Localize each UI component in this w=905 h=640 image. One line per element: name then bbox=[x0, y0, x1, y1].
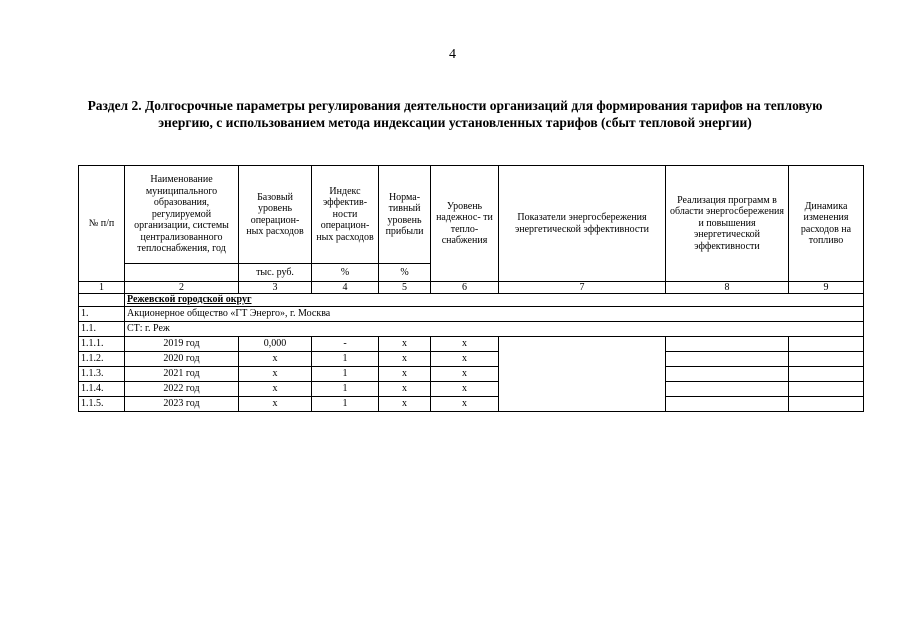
tariff-parameters-table bbox=[78, 165, 864, 412]
col-number: 2 bbox=[125, 282, 239, 294]
row-year: 2022 год bbox=[125, 382, 239, 397]
col-number: 8 bbox=[666, 282, 789, 294]
row-year: 2021 год bbox=[125, 367, 239, 382]
row-index: 1 bbox=[312, 367, 379, 382]
org-row bbox=[79, 307, 864, 322]
row-base: 0,000 bbox=[239, 337, 312, 352]
col-number: 9 bbox=[789, 282, 864, 294]
org-name: Акционерное общество «ГТ Энерго», г. Москва bbox=[125, 307, 864, 322]
col-number: 1 bbox=[79, 282, 125, 294]
programs-cell bbox=[666, 397, 789, 412]
col-number: 7 bbox=[499, 282, 666, 294]
header-programs: Реализация программ в области энергосбережения и повышения энергетической эффективности bbox=[666, 166, 789, 282]
table-row bbox=[79, 352, 864, 367]
row-profit: x bbox=[379, 367, 431, 382]
row-year: 2019 год bbox=[125, 337, 239, 352]
row-base: x bbox=[239, 382, 312, 397]
programs-cell bbox=[666, 382, 789, 397]
row-index: 1 bbox=[312, 397, 379, 412]
header-base-opex: Базовый уровень операцион- ных расходов bbox=[239, 166, 312, 264]
row-profit: x bbox=[379, 397, 431, 412]
fuel-cell bbox=[789, 382, 864, 397]
system-row bbox=[79, 322, 864, 337]
header-energy-saving: Показатели энергосбережения энергетической эффективности bbox=[499, 166, 666, 282]
row-profit: x bbox=[379, 382, 431, 397]
row-year: 2023 год bbox=[125, 397, 239, 412]
units-profit: % bbox=[379, 264, 431, 282]
header-num: № п/п bbox=[79, 166, 125, 282]
units-base: тыс. руб. bbox=[239, 264, 312, 282]
section-name: Режевской городской округ bbox=[125, 294, 864, 307]
row-base: x bbox=[239, 367, 312, 382]
row-num: 1.1.5. bbox=[79, 397, 125, 412]
row-num: 1.1.1. bbox=[79, 337, 125, 352]
row-profit: x bbox=[379, 352, 431, 367]
header-profit-level: Норма- тивный уровень прибыли bbox=[379, 166, 431, 264]
row-index: 1 bbox=[312, 352, 379, 367]
page-number: 4 bbox=[449, 47, 456, 62]
header-name: Наименование муниципального образования, регулируемой организации, системы централизованного теплоснабжения, год bbox=[125, 166, 239, 264]
col-number: 6 bbox=[431, 282, 499, 294]
system-name: СТ: г. Реж bbox=[125, 322, 864, 337]
row-reliability: x bbox=[431, 352, 499, 367]
row-year: 2020 год bbox=[125, 352, 239, 367]
programs-cell bbox=[666, 352, 789, 367]
section-title: Раздел 2. Долгосрочные параметры регулирования деятельности организаций для формирования тарифов на тепловую энергию, с использованием метода индексации установленных тарифов (сбыт тепловой энергии) bbox=[87, 98, 823, 130]
fuel-cell bbox=[789, 337, 864, 352]
section-num bbox=[79, 294, 125, 307]
row-reliability: x bbox=[431, 337, 499, 352]
col-number: 5 bbox=[379, 282, 431, 294]
table-row bbox=[79, 337, 864, 352]
org-num: 1. bbox=[79, 307, 125, 322]
section-row bbox=[79, 294, 864, 307]
col-number: 4 bbox=[312, 282, 379, 294]
programs-cell bbox=[666, 367, 789, 382]
programs-cell bbox=[666, 337, 789, 352]
row-reliability: x bbox=[431, 367, 499, 382]
fuel-cell bbox=[789, 397, 864, 412]
row-reliability: x bbox=[431, 382, 499, 397]
units-index: % bbox=[312, 264, 379, 282]
fuel-cell bbox=[789, 352, 864, 367]
row-profit: x bbox=[379, 337, 431, 352]
header-reliability: Уровень надежнос- ти тепло- снабжения bbox=[431, 166, 499, 282]
header-row bbox=[79, 166, 864, 264]
table-row bbox=[79, 367, 864, 382]
table-row bbox=[79, 382, 864, 397]
system-num: 1.1. bbox=[79, 322, 125, 337]
column-numbers-row bbox=[79, 282, 864, 294]
row-index: - bbox=[312, 337, 379, 352]
row-num: 1.1.4. bbox=[79, 382, 125, 397]
header-fuel-dynamics: Динамика изменения расходов на топливо bbox=[789, 166, 864, 282]
col-number: 3 bbox=[239, 282, 312, 294]
header-efficiency-index: Индекс эффектив- ности операцион- ных расходов bbox=[312, 166, 379, 264]
row-index: 1 bbox=[312, 382, 379, 397]
energy-saving-cell bbox=[499, 337, 666, 412]
units-name bbox=[125, 264, 239, 282]
row-num: 1.1.3. bbox=[79, 367, 125, 382]
row-reliability: x bbox=[431, 397, 499, 412]
row-base: x bbox=[239, 397, 312, 412]
fuel-cell bbox=[789, 367, 864, 382]
row-base: x bbox=[239, 352, 312, 367]
table-row bbox=[79, 397, 864, 412]
row-num: 1.1.2. bbox=[79, 352, 125, 367]
